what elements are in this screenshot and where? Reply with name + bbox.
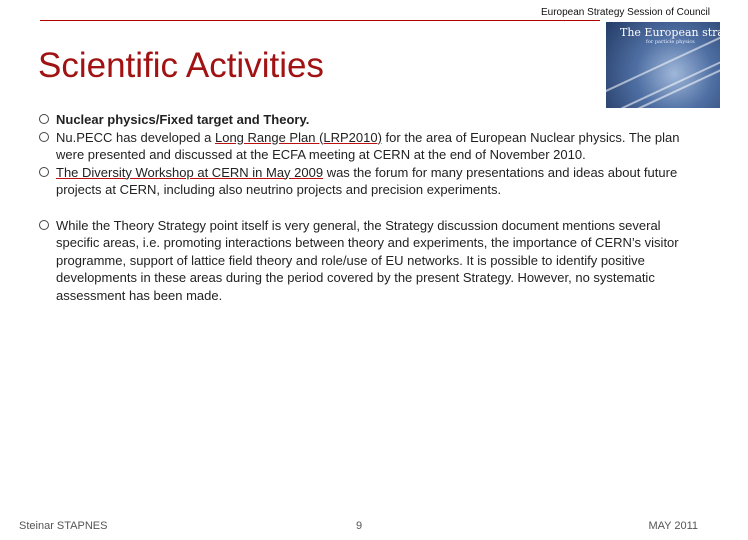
bullet-list <box>39 111 689 304</box>
bullet-text: While the Theory Strategy point itself is very general, the Strategy discussion document mentions several specific areas, i.e. promoting interactions between theory and experiments, the importance of CERN’s visitor programme, support of lattice field theory and role/use of EU networks. It is possible to identify positive developments in these areas during the period covered by the present Strategy. However, no systematic assessment has been made. <box>56 217 679 303</box>
bullet-item <box>39 111 689 129</box>
bullet-circle-icon <box>39 220 49 230</box>
slide-title: Scientific Activities <box>38 46 324 85</box>
lrp-link-text: Long Range Plan (LRP2010) <box>214 129 382 145</box>
bullet-circle-icon <box>39 132 49 142</box>
workshop-link-text: The Diversity Workshop at CERN in May 2009 <box>56 164 324 180</box>
bullet-item <box>39 217 689 305</box>
bullet-text: Nu.PECC has developed a Long Range Plan (LRP2010) for the area of European Nuclear physics. The plan were presented and discussed at the ECFA meeting at CERN at the end of November 2010. <box>56 129 680 162</box>
bullet-item <box>39 129 689 164</box>
bullet-circle-icon <box>39 167 49 177</box>
header-label: European Strategy Session of Council <box>541 7 710 18</box>
footer-date: MAY 2011 <box>648 520 698 532</box>
bullet-text: The Diversity Workshop at CERN in May 2009 was the forum for many presentations and ideas about future projects at CERN, including also neutrino projects and precision experiments. <box>56 164 678 197</box>
bullet-item <box>39 164 689 199</box>
header-rule <box>40 20 600 21</box>
logo-subtitle: for particle physics <box>646 39 695 45</box>
bullet-circle-icon <box>39 114 49 124</box>
footer-page-number: 9 <box>356 520 363 532</box>
logo-title: The European strategy <box>620 26 748 39</box>
footer-author: Steinar STAPNES <box>19 520 108 532</box>
bullet-text: Nuclear physics/Fixed target and Theory. <box>56 112 310 127</box>
european-strategy-logo <box>606 22 748 108</box>
